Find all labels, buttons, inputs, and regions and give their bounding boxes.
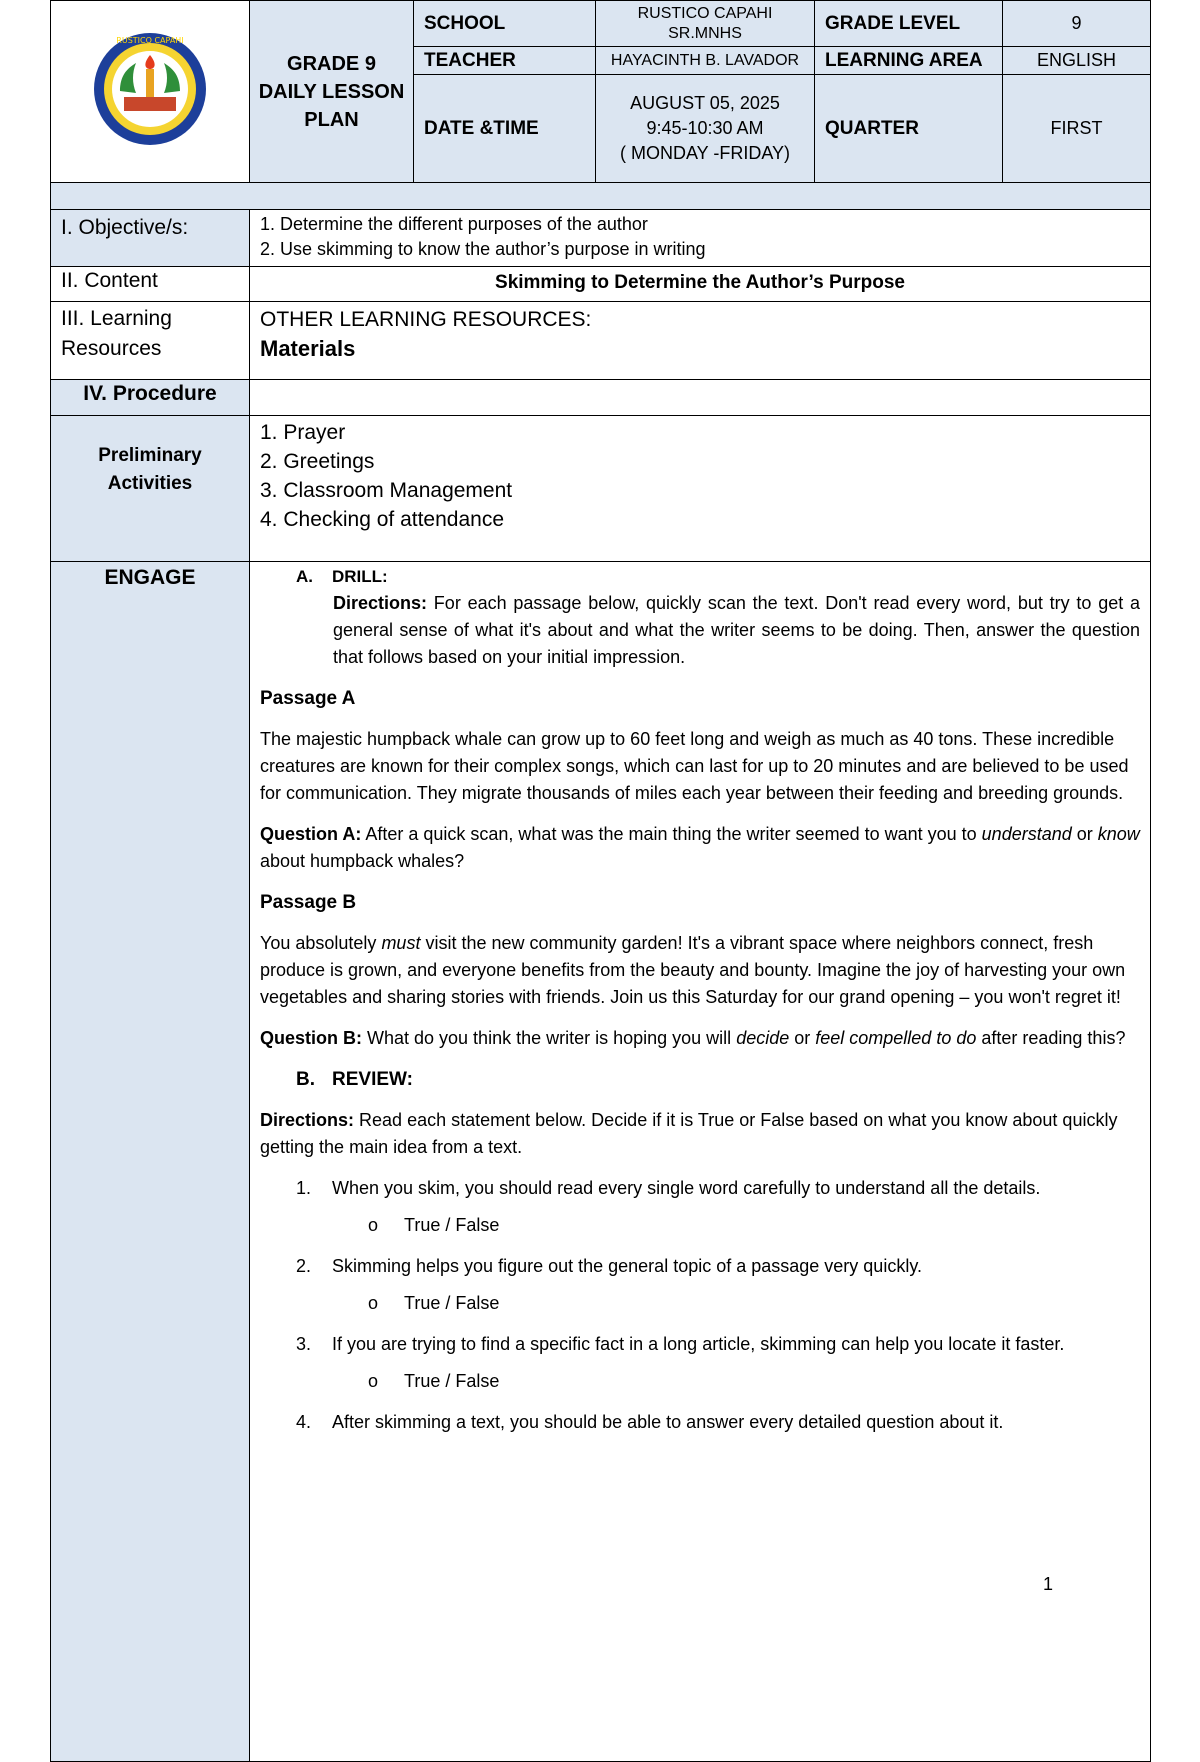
review-letter: B. (296, 1069, 315, 1090)
review-statement (260, 1409, 1140, 1436)
statement-number: 4. (296, 1412, 312, 1432)
objectives-label: I. Objective/s: (51, 210, 250, 267)
drill-letter: A. (296, 567, 313, 586)
page-number: 1 (1043, 1574, 1054, 1594)
quarter-label: QUARTER (815, 75, 1003, 183)
question-a-text3: about humpback whales? (260, 851, 465, 871)
question-b-text2: or (789, 1028, 816, 1048)
passage-b-text (260, 930, 1140, 1011)
school-logo (90, 29, 210, 149)
school-label: SCHOOL (414, 1, 596, 47)
logo-text: RUSTICO CAPAHI (116, 36, 184, 45)
bullet-circle-icon: o (368, 1293, 379, 1313)
quarter-value: FIRST (1003, 75, 1151, 183)
grade-level-value: 9 (1003, 1, 1151, 47)
drill-directions-label: Directions: (333, 593, 428, 613)
statement-number: 1. (296, 1178, 312, 1198)
question-b-em1: decide (736, 1028, 790, 1048)
review-directions-label: Directions: (260, 1110, 355, 1130)
school-logo-cell (51, 1, 250, 183)
passage-a-title: Passage A (260, 688, 356, 709)
bullet-circle-icon: o (368, 1215, 379, 1235)
grade-level-label: GRADE LEVEL (815, 1, 1003, 47)
true-false-option[interactable] (260, 1290, 1140, 1317)
review-statement (260, 1253, 1140, 1280)
review-statement (260, 1175, 1140, 1202)
drill-title: DRILL: (332, 567, 388, 586)
drill-directions-text: For each passage below, quickly scan the text. Don't read every word, but try to get a general sense of what it's about and what the writer seems to be doing. Then, answer the question that follows based on your initial impression. (333, 593, 1140, 667)
learning-area-value: ENGLISH (1003, 47, 1151, 75)
question-a-em1: understand (981, 824, 1072, 844)
true-false-text: True / False (404, 1371, 500, 1391)
lesson-plan-page (50, 0, 1150, 1762)
question-a (260, 821, 1140, 875)
review-title: REVIEW: (332, 1069, 413, 1090)
objectives-list (250, 210, 1151, 267)
question-a-em2: know (1097, 824, 1140, 844)
learning-resources-cell (250, 302, 1151, 380)
lesson-plan-table (50, 0, 1151, 1762)
passage-b-title: Passage B (260, 892, 357, 913)
teacher-label: TEACHER (414, 47, 596, 75)
preliminary-label: Preliminary Activities (51, 416, 250, 562)
review-directions (260, 1107, 1140, 1161)
school-value: RUSTICO CAPAHI SR.MNHS (596, 1, 815, 47)
preliminary-item: 4. Checking of attendance (260, 508, 505, 531)
content-value: Skimming to Determine the Author’s Purpose (250, 267, 1151, 302)
preliminary-item: 2. Greetings (260, 450, 375, 473)
passage-b-text1: You absolutely (260, 933, 382, 953)
passage-b-text2: visit the new community garden! It's a vibrant space where neighbors connect, fresh produce is grown, and everyone benefits from the beauty and bounty. Imagine the joy of harvesting your own vegetables and sharing stories with friends. Join us this Saturday for our grand opening – you won't regret it! (260, 933, 1126, 1007)
passage-a-text: The majestic humpback whale can grow up to 60 feet long and weigh as much as 40 tons. These incredible creatures are known for their complex songs, which can last for up to 20 minutes and are believed to be used for communication. They migrate thousands of miles each year between their feeding and breeding grounds. (260, 729, 1129, 803)
learning-area-label: LEARNING AREA (815, 47, 1003, 75)
materials-line: Materials (260, 336, 356, 361)
question-b-text1: What do you think the writer is hoping you will (362, 1028, 737, 1048)
preliminary-item: 1. Prayer (260, 421, 346, 444)
review-statement (260, 1331, 1140, 1358)
drill-heading (260, 563, 1140, 590)
other-resources-line: OTHER LEARNING RESOURCES: (260, 308, 592, 331)
drill-directions (260, 590, 1140, 671)
teacher-value: HAYACINTH B. LAVADOR (596, 47, 815, 75)
question-a-label: Question A: (260, 824, 362, 844)
true-false-text: True / False (404, 1293, 500, 1313)
question-a-text1: After a quick scan, what was the main thing the writer seemed to want you to (361, 824, 982, 844)
statement-number: 2. (296, 1256, 312, 1276)
procedure-cell (250, 380, 1151, 416)
date-time-value: AUGUST 05, 2025 9:45-10:30 AM ( MONDAY -FRIDAY) (596, 75, 815, 183)
preliminary-item: 3. Classroom Management (260, 479, 513, 502)
statement-text: Skimming helps you figure out the general topic of a passage very quickly. (332, 1256, 922, 1276)
content-label: II. Content (51, 267, 250, 302)
statement-text: When you skim, you should read every single word carefully to understand all the details. (332, 1178, 1041, 1198)
objective-item: 1. Determine the different purposes of the author (260, 214, 648, 234)
question-b-em2: feel compelled to do (815, 1028, 977, 1048)
learning-resources-label: III. Learning Resources (51, 302, 250, 380)
preliminary-list (250, 416, 1151, 562)
review-heading (260, 1066, 1140, 1093)
statement-text: After skimming a text, you should be able to answer every detailed question about it. (332, 1412, 1004, 1432)
statement-text: If you are trying to find a specific fact in a long article, skimming can help you locate it faster. (332, 1334, 1065, 1354)
procedure-label: IV. Procedure (51, 380, 250, 416)
question-b (260, 1025, 1140, 1052)
engage-content (250, 562, 1151, 1762)
question-b-text3: after reading this? (976, 1028, 1126, 1048)
true-false-option[interactable] (260, 1368, 1140, 1395)
objective-item: 2. Use skimming to know the author’s purpose in writing (260, 239, 706, 259)
engage-label: ENGAGE (51, 562, 250, 1762)
plan-title: GRADE 9 DAILY LESSON PLAN (250, 1, 414, 183)
question-a-text2: or (1071, 824, 1098, 844)
spacer-row (51, 183, 1151, 210)
bullet-circle-icon: o (368, 1371, 379, 1391)
statement-number: 3. (296, 1334, 312, 1354)
date-time-label: DATE &TIME (414, 75, 596, 183)
passage-b-em: must (381, 933, 421, 953)
true-false-option[interactable] (260, 1212, 1140, 1239)
true-false-text: True / False (404, 1215, 500, 1235)
question-b-label: Question B: (260, 1028, 362, 1048)
review-directions-text: Read each statement below. Decide if it is True or False based on what you know about quickly getting the main idea from a text. (260, 1110, 1118, 1157)
